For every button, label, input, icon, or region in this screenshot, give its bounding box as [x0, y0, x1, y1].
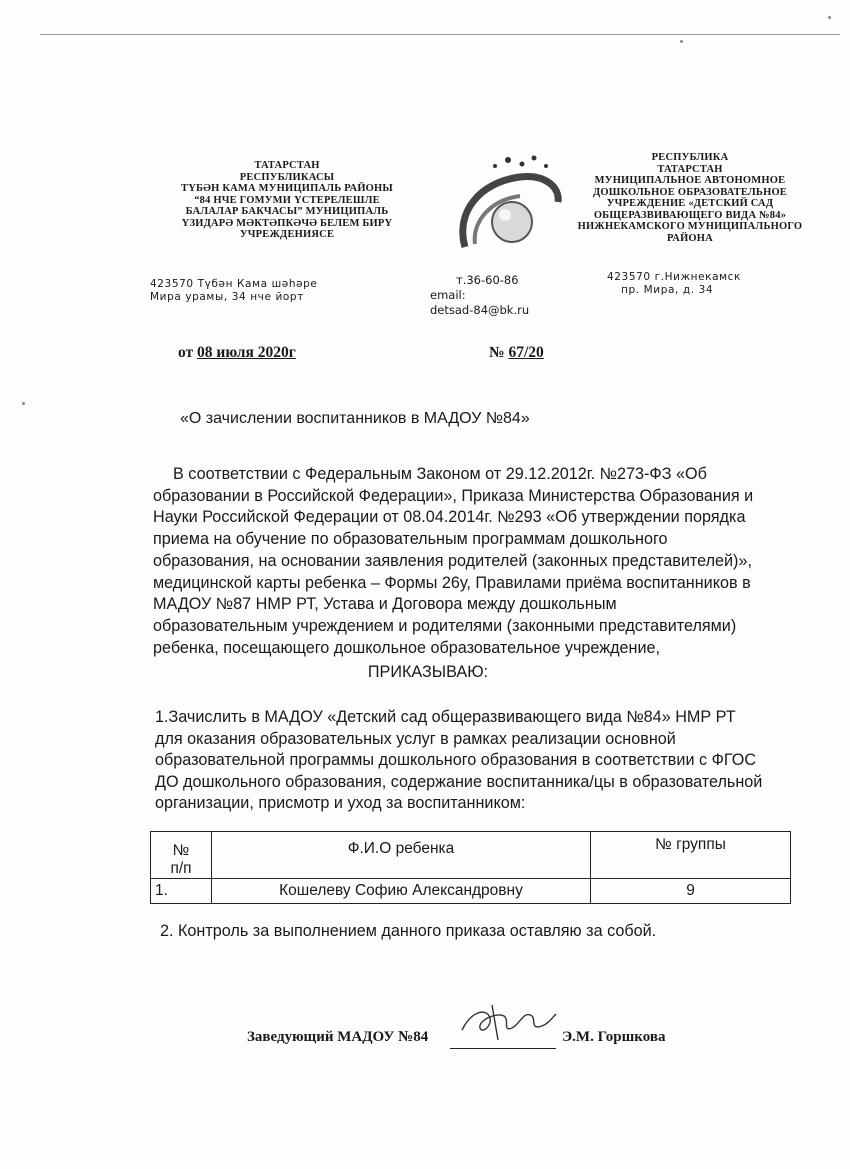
- item1-line: для оказания образовательных услуг в рамках реализации основной: [155, 729, 676, 748]
- header-left-line: “84 НЧЕ ГОМУМИ ҮСТЕРЕЛЕШЛЕ: [194, 194, 380, 206]
- scan-speck: [680, 40, 683, 43]
- header-group: [591, 832, 791, 879]
- row-num: 1.: [151, 879, 212, 904]
- header-left-line: БАЛАЛАР БАКЧАСЫ” МУНИЦИПАЛЬ: [185, 206, 389, 217]
- header-left-line: РЕСПУБЛИКАСЫ: [239, 171, 335, 183]
- header-right-line: РАЙОНА: [667, 232, 713, 244]
- header-left-line: ТҮБӘН КАМА МУНИЦИПАЛЬ РАЙОНЫ: [181, 183, 393, 194]
- paragraph-line: медицинской карты ребенка – Формы 26у, Правилами приёма воспитанников в: [153, 573, 751, 592]
- header-name: [212, 832, 591, 879]
- header-right-line: ТАТАРСТАН: [657, 163, 723, 175]
- header-num-line1: №: [172, 842, 190, 859]
- table-row: [151, 879, 791, 904]
- number-value: 67/20: [508, 344, 544, 361]
- header-right-line: УЧРЕЖДЕНИЕ «ДЕТСКИЙ САД: [606, 198, 774, 209]
- order-date: [178, 344, 296, 362]
- header-right-line: ДОШКОЛЬНОЕ ОБРАЗОВАТЕЛЬНОЕ: [592, 186, 788, 198]
- address-right-line2: пр. Мира, д. 34: [621, 284, 714, 296]
- header-right-line: МУНИЦИПАЛЬНОЕ АВТОНОМНОЕ: [594, 175, 786, 186]
- paragraph-line: образовательным учреждением и родителями (законными представителями): [153, 616, 737, 635]
- header-right-line: РЕСПУБЛИКА: [651, 152, 729, 163]
- paragraph-line: ребенка, посещающего дошкольное образовательное учреждение,: [153, 638, 661, 657]
- header-num: [151, 832, 212, 879]
- item1-line: ДО дошкольного образования, содержание воспитанника/цы в образовательной: [155, 772, 763, 791]
- paragraph-line: Науки Российской Федерации от 08.04.2014г. №293 «Об утверждении порядка: [153, 508, 746, 527]
- address-right: [607, 271, 741, 297]
- address-right-line1: 423570 г.Нижнекамск: [607, 271, 741, 283]
- email-address: detsad-84@bk.ru: [430, 303, 530, 317]
- row-group: 9: [591, 879, 791, 904]
- header-right-line: ОБЩЕРАЗВИВАЮЩЕГО ВИДА №84»: [593, 209, 787, 221]
- handwritten-signature-icon: [452, 1000, 562, 1050]
- header-left-line: ТАТАРСТАН: [254, 160, 320, 171]
- header-right-line: НИЖНЕКАМСКОГО МУНИЦИПАЛЬНОГО: [577, 221, 803, 232]
- order-subject: «О зачислении воспитанников в МАДОУ №84»: [180, 410, 530, 427]
- paragraph-line: приема на обучение по образовательным программам дошкольного: [153, 530, 668, 549]
- paragraph-line: МАДОУ №87 НМР РТ, Устава и Договора между дошкольным: [153, 595, 617, 614]
- phone-number: т.36-60-86: [456, 273, 519, 287]
- header-left-tatar: [162, 160, 412, 241]
- item1-line: 1.Зачислить в МАДОУ «Детский сад общеразвивающего вида №84» НМР РТ: [155, 708, 736, 726]
- signature-line: [450, 1048, 556, 1049]
- signatory-name: Э.М. Горшкова: [562, 1029, 666, 1045]
- paragraph-line: В соответствии с Федеральным Законом от 29.12.2012г. №273-ФЗ «Об: [173, 465, 707, 483]
- preamble-paragraph: [153, 464, 813, 659]
- address-left-line2: Мира урамы, 34 нче йорт: [150, 291, 304, 303]
- kindergarten-logo-icon: [450, 152, 570, 262]
- header-left-line: УЧРЕЖДЕНИЯСЕ: [239, 229, 335, 240]
- header-name-label: Ф.И.О ребенка: [347, 840, 455, 857]
- table-header-row: [151, 832, 791, 879]
- item1-line: образовательной программы дошкольного образования в соответствии с ФГОС: [155, 751, 757, 769]
- order-item-1: [155, 707, 762, 815]
- header-right-russian: [570, 152, 810, 244]
- header-num-line2: п/п: [170, 860, 192, 877]
- item1-line: организации, присмотр и уход за воспитанником:: [155, 794, 526, 812]
- header-left-line: ҮЗИДАРӘ МӘКТӘПКӘЧӘ БЕЛЕМ БИРҮ: [181, 217, 393, 229]
- order-item-2: 2. Контроль за выполнением данного приказа оставляю за собой.: [160, 922, 657, 940]
- order-number: [489, 344, 544, 362]
- contact-block: [430, 273, 529, 318]
- top-border-line: [40, 34, 840, 35]
- row-name: Кошелеву Софию Александровну: [212, 879, 591, 904]
- children-table: [150, 831, 791, 904]
- address-left-line1: 423570 Түбән Кама шәһәре: [150, 278, 318, 290]
- email-label: email:: [430, 288, 466, 302]
- order-word: ПРИКАЗЫВАЮ:: [367, 663, 489, 681]
- signatory-title: Заведующий МАДОУ №84: [247, 1029, 429, 1045]
- date-value: 08 июля 2020г: [197, 344, 296, 361]
- header-group-label: № группы: [655, 836, 726, 853]
- number-prefix: №: [489, 344, 509, 361]
- scan-speck: [828, 16, 831, 19]
- paragraph-line: образовании в Российской Федерации», Приказа Министерства Образования и: [153, 486, 754, 505]
- paragraph-line: образования, на основании заявления родителей (законных представителей)»,: [153, 551, 752, 570]
- address-left: [150, 278, 317, 304]
- scan-speck: [22, 402, 25, 405]
- date-prefix: от: [178, 344, 198, 361]
